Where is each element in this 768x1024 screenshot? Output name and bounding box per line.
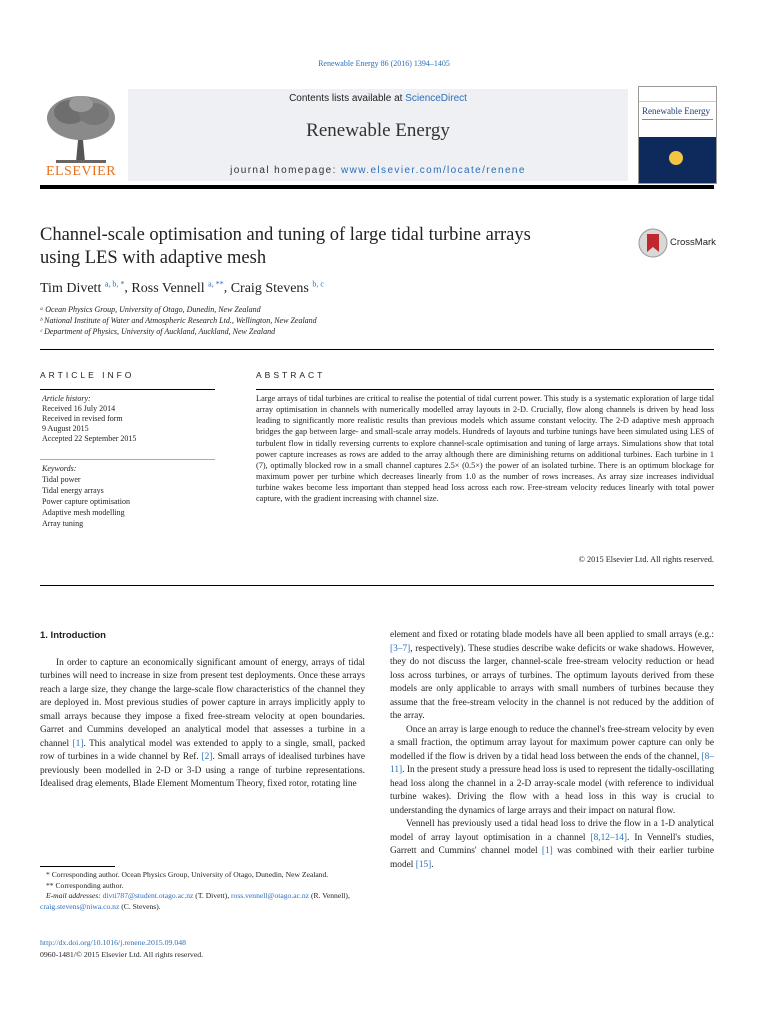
divider bbox=[40, 349, 714, 350]
text-run: . This analytical model was extended to apply to a single, small, packed row of turbines in a wide channel by Ref. bbox=[40, 738, 365, 762]
reference-link[interactable]: [1] bbox=[541, 846, 553, 856]
text-run: was combined with their earlier turbine model bbox=[390, 846, 714, 870]
divider bbox=[40, 585, 714, 586]
author-2[interactable] bbox=[131, 281, 223, 296]
cover-divider bbox=[642, 119, 713, 120]
email-label: E-mail addresses: bbox=[46, 891, 103, 900]
cover-title: Renewable Energy bbox=[642, 106, 711, 116]
sciencedirect-link[interactable]: ScienceDirect bbox=[405, 93, 467, 104]
intro-paragraph-1-cont bbox=[390, 629, 714, 724]
email-link[interactable]: craig.stevens@niwa.co.nz bbox=[40, 901, 120, 911]
article-history bbox=[42, 394, 136, 444]
author-name: Tim Divett bbox=[40, 280, 102, 296]
reference-link[interactable]: [3–7] bbox=[390, 643, 411, 654]
intro-paragraph-2 bbox=[390, 724, 714, 819]
footnote-corresponding-1: * Corresponding author. Ocean Physics Group, University of Otago, Dunedin, New Zealand. bbox=[46, 870, 329, 879]
reference-link[interactable]: [8,12–14] bbox=[590, 832, 628, 843]
contents-prefix: Contents lists available at bbox=[289, 93, 406, 104]
publisher-wordmark: ELSEVIER bbox=[45, 164, 117, 179]
history-item: Received 16 July 2014 bbox=[42, 404, 116, 413]
keyword-item: Power capture optimisation bbox=[42, 497, 130, 506]
history-item: Accepted 22 September 2015 bbox=[42, 434, 137, 443]
elsevier-logo[interactable] bbox=[40, 90, 122, 182]
abstract-text: Large arrays of tidal turbines are critical to realise the potential of tidal current power. This study is a systematic exploration of large tidal array optimisation in channels with numerically modelled array layouts in 2-D. Crucially, flow along channels is driven by head loss leading to significantly more realistic results than previous models which assume constant velocity. The 2-D adaptive mesh approach bridges the gap between large- and small-scale array models. Hundreds of layouts and turbine tunings have been simulated using LES of turbulent flow in tidally reversing currents to explore channel-scale optimisation and tuning of large arrays. Simulations show that total power capture increases as rows are added to the array although there are diminishing returns on additional turbines. Each turbine in 1 (7), optimally blocked row in a small channel captures 2.5× (0.5×) the power of an isolated turbine. There is an optimum blockage for maximum power per turbine which decreases linearly from 1.0 as the number of rows increases. As array size increases individual turbine wakes become less important than stepped head loss across each row. Free-stream velocity reduces linearly with total power capture, with the gradient increasing with channel size. bbox=[256, 394, 714, 504]
journal-homepage-line bbox=[128, 165, 628, 176]
doi-link[interactable]: http://dx.doi.org/10.1016/j.renene.2015.09.048 bbox=[40, 938, 187, 947]
divider bbox=[256, 389, 714, 390]
intro-paragraph-3 bbox=[390, 818, 714, 872]
body-column-right bbox=[390, 629, 714, 872]
affiliation-c: ᶜ Department of Physics, University of Auckland, Auckland, New Zealand bbox=[40, 327, 276, 336]
affiliation-b: ᵇ National Institute of Water and Atmospheric Research Ltd., Wellington, New Zealand bbox=[40, 316, 317, 325]
keyword-item: Tidal power bbox=[42, 475, 81, 484]
history-item: 9 August 2015 bbox=[42, 424, 89, 433]
author-sup[interactable]: b, c bbox=[312, 279, 324, 288]
text-run: . bbox=[431, 859, 434, 870]
divider bbox=[40, 389, 215, 390]
keywords-list bbox=[42, 463, 130, 529]
article-title bbox=[40, 224, 620, 270]
text-run: . In Vennell's studies, Garrett and Cummins' channel model bbox=[390, 832, 714, 856]
journal-citation[interactable]: Renewable Energy 86 (2016) 1394–1405 bbox=[318, 59, 450, 68]
crossmark-icon bbox=[638, 228, 668, 258]
cover-image-block bbox=[639, 137, 716, 183]
reference-link[interactable]: [8–11] bbox=[390, 751, 714, 775]
text-run: In order to capture an economically significant amount of energy, arrays of tidal turbines will need to increase in size from present test deployments. Once these arrays reach a large size, they change the large-scale flow characteristics of the channel they are deployed in. Most previous studies of power capture in arrays implicitly apply to small arrays because they impose a fixed free-stream velocity at open boundaries. Garret and Cummins developed an analytical model that assesses a turbine in a channel bbox=[40, 657, 365, 749]
keyword-item: Array tuning bbox=[42, 519, 84, 528]
journal-title: Renewable Energy bbox=[306, 120, 450, 141]
cover-sun-icon bbox=[669, 151, 683, 165]
header-rule bbox=[40, 185, 714, 189]
text-run: Once an array is large enough to reduce the channel's free-stream velocity by even a small fraction, the optimum array layout for maximum power capture can only be modelled if the flow is driven by a tidal head loss between the ends of the channel, bbox=[390, 724, 714, 762]
author-list: Tim Divett $^{a, b, *}$, Ross Vennell $^{a, **}$, Craig Stevens $^{b, c}$ bbox=[40, 279, 324, 296]
keyword-item: Adaptive mesh modelling bbox=[42, 508, 125, 517]
issn-line: 0960-1481/© 2015 Elsevier Ltd. All rights reserved. bbox=[40, 950, 204, 959]
footnote-corresponding-2: ** Corresponding author. bbox=[46, 880, 124, 890]
divider bbox=[40, 459, 215, 460]
intro-paragraph-1 bbox=[40, 657, 365, 792]
reference-link[interactable]: [2] bbox=[201, 752, 213, 762]
text-run: element and fixed or rotating blade models have all been applied to small arrays (e.g.: bbox=[390, 630, 714, 640]
reference-link[interactable]: [1] bbox=[72, 738, 84, 749]
journal-homepage-link[interactable]: www.elsevier.com/locate/renene bbox=[340, 165, 526, 176]
abstract-copyright: © 2015 Elsevier Ltd. All rights reserved. bbox=[578, 555, 714, 564]
history-item: Received in revised form bbox=[42, 414, 123, 423]
footnote-divider bbox=[40, 866, 115, 867]
text-run: Vennell has previously used a tidal head loss to drive the flow in a 1-D analytical model of array layout optimisation in a channel bbox=[390, 819, 714, 843]
author-sup[interactable]: a, ** bbox=[208, 279, 224, 288]
text-run: . In the present study a pressure head loss is used to represent the tidally-oscillating head loss along the channel in a 2-D array-scale model (with reference to individual turbine wakes). Driving the flow with a head loss in this way is crucial to understanding the dynamics of large arrays and their impact on natural flow. bbox=[390, 765, 714, 816]
author-3[interactable] bbox=[231, 281, 324, 296]
history-label: Article history: bbox=[42, 394, 91, 403]
email-link[interactable]: ross.vennell@otago.ac.nz bbox=[231, 891, 310, 900]
cover-top-strip bbox=[639, 87, 716, 102]
journal-cover-thumbnail[interactable] bbox=[638, 86, 717, 184]
author-1[interactable] bbox=[40, 281, 124, 296]
author-name: Ross Vennell bbox=[131, 280, 205, 296]
email-link[interactable]: divti787@student.otago.ac.nz bbox=[102, 891, 194, 900]
contents-available-line bbox=[128, 93, 628, 104]
email-owner: (R. Vennell), bbox=[309, 891, 350, 900]
crossmark-label: CrossMark bbox=[670, 237, 716, 248]
article-info-heading: ARTICLE INFO bbox=[40, 370, 135, 380]
text-run: , respectively). These studies describe wake deficits or wake shadows. However, they do not discuss the larger, channel-scale free-stream velocity reduction or head loss across turbines, or arrays of turbines. The optimum layouts derived from these models are only applicable to arrays with small numbers of turbines because they assume that the free-stream velocity in the channel is not reduced by the addition of the array. bbox=[390, 643, 714, 721]
crossmark-badge[interactable] bbox=[638, 228, 718, 258]
footnotes bbox=[40, 870, 365, 912]
author-name: Craig Stevens bbox=[230, 280, 309, 296]
author-sup[interactable]: a, b, * bbox=[104, 279, 125, 288]
footnote-emails bbox=[40, 891, 365, 912]
homepage-prefix: journal homepage: bbox=[230, 165, 341, 176]
email-owner: (C. Stevens). bbox=[119, 901, 161, 911]
reference-link[interactable]: [15] bbox=[415, 859, 432, 870]
keyword-item: Tidal energy arrays bbox=[42, 486, 104, 495]
affiliation-a: ᵃ Ocean Physics Group, University of Otago, Dunedin, New Zealand bbox=[40, 305, 261, 314]
text-run: . Small arrays of idealised turbines have previously been modelled in 2-D or 3-D using a range of turbine representations. Idealised drag elements, Blade Element Momentum Theory, fixed rotor, rotating line bbox=[40, 752, 366, 789]
introduction-heading: 1. Introduction bbox=[40, 630, 106, 641]
keywords-label: Keywords: bbox=[42, 464, 77, 473]
abstract-heading: ABSTRACT bbox=[256, 370, 326, 380]
article-title-line-1: Channel-scale optimisation and tuning of large tidal turbine arrays bbox=[40, 225, 531, 245]
article-title-line-2: using LES with adaptive mesh bbox=[40, 248, 267, 268]
body-column-left bbox=[40, 629, 365, 792]
email-owner: (T. Divett), bbox=[193, 891, 231, 900]
